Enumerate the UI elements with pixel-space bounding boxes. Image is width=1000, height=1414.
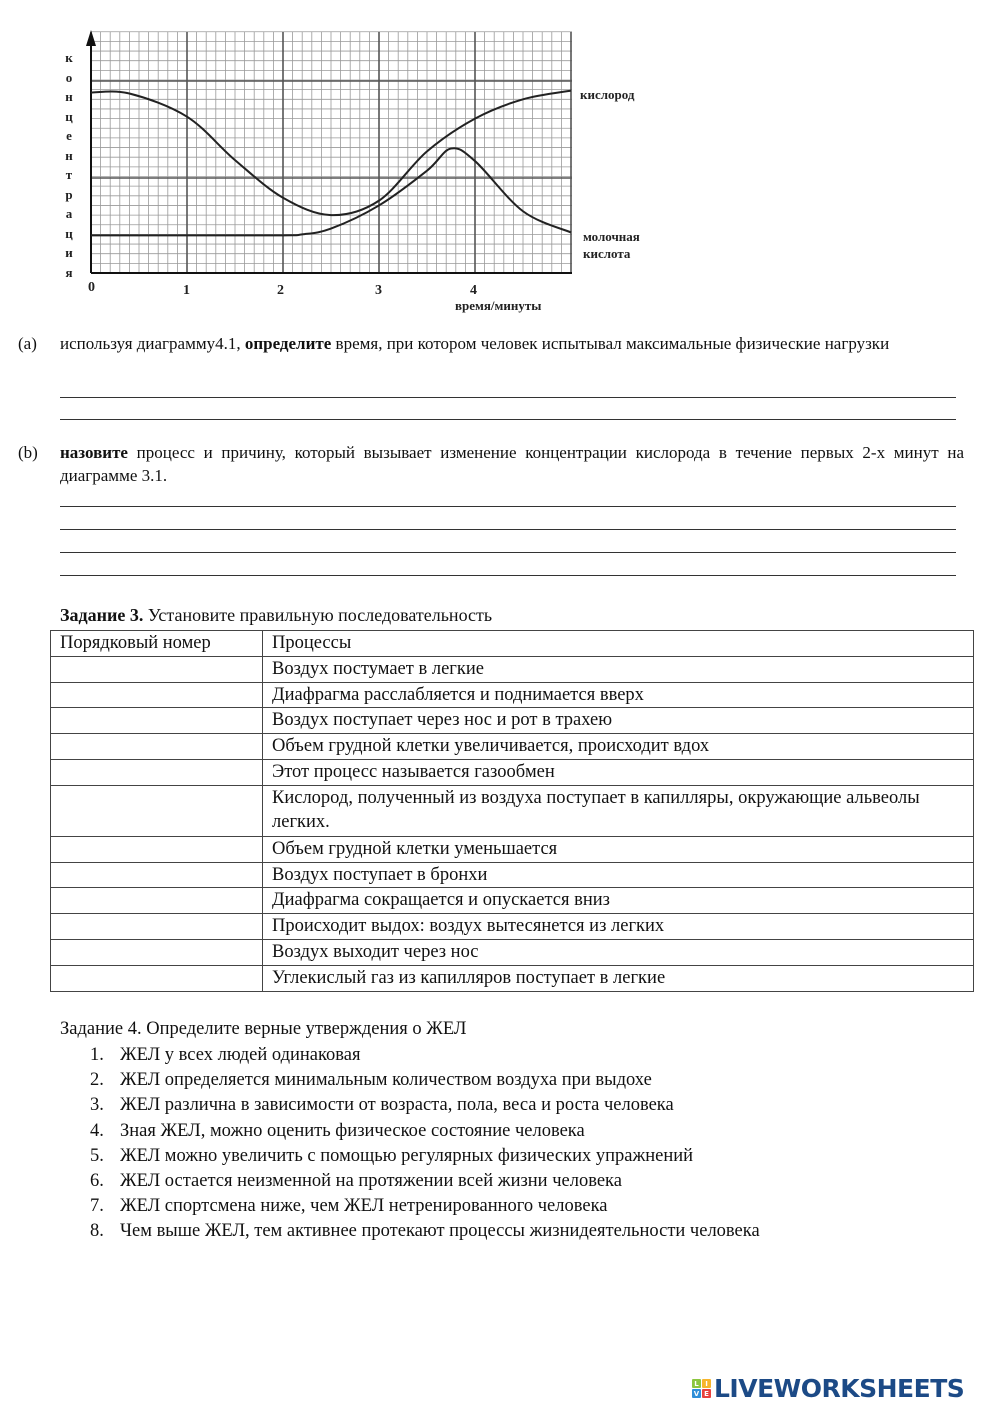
question-b-letter: (b) xyxy=(18,443,38,462)
process-cell: Углекислый газ из капилляров поступает в легкие xyxy=(263,965,974,991)
question-b-keyword: назовите xyxy=(60,443,128,462)
answer-line-a1[interactable] xyxy=(60,397,956,398)
header-processes: Процессы xyxy=(263,631,974,657)
list-item xyxy=(90,1144,760,1169)
list-item-text: ЖЕЛ остается неизменной на протяжении всей жизни человека xyxy=(120,1170,622,1191)
answer-line-a2[interactable] xyxy=(60,419,956,420)
list-item-number: 4. xyxy=(90,1120,104,1141)
y-axis-label-letter: е xyxy=(66,128,72,143)
table-row xyxy=(51,759,974,785)
list-item-number: 3. xyxy=(90,1095,104,1116)
list-item xyxy=(90,1093,760,1118)
y-axis-label-letter: я xyxy=(65,264,73,280)
table-row xyxy=(51,708,974,734)
x-tick-0: 0 xyxy=(88,280,95,295)
table-row xyxy=(51,656,974,682)
list-item-text: ЖЕЛ можно увеличить с помощью регулярных физических упражнений xyxy=(120,1145,694,1166)
x-tick-4: 4 xyxy=(470,283,477,298)
process-cell: Воздух выходит через нос xyxy=(263,939,974,965)
logo-tile: I xyxy=(702,1379,711,1388)
y-axis-label-letter: ц xyxy=(65,108,73,124)
process-cell: Воздух постумает в легкие xyxy=(263,656,974,682)
order-number-cell[interactable] xyxy=(51,965,263,991)
answer-line-b4[interactable] xyxy=(60,575,956,576)
y-axis-label-letter: н xyxy=(65,147,73,163)
lactic-acid-label-line1: молочная xyxy=(583,229,640,244)
table-row xyxy=(51,785,974,836)
x-axis-label: время/минуты xyxy=(455,298,542,313)
table-row xyxy=(51,734,974,760)
list-item xyxy=(90,1194,760,1219)
y-axis-label xyxy=(60,48,78,282)
list-item-number: 2. xyxy=(90,1070,104,1091)
chart-grid-major xyxy=(91,32,572,273)
list-item-text: ЖЕЛ различна в зависимости от возраста, пола, веса и роста человека xyxy=(120,1095,674,1116)
list-item-number: 8. xyxy=(90,1221,104,1242)
question-b xyxy=(18,441,964,487)
y-axis-label-letter: ц xyxy=(65,225,73,241)
process-cell: Диафрагма расслабляется и поднимается вверх xyxy=(263,682,974,708)
table-row xyxy=(51,862,974,888)
x-tick-2: 2 xyxy=(277,283,284,298)
y-axis-arrow-icon xyxy=(86,30,96,46)
oxygen-label: кислород xyxy=(580,87,635,102)
concentration-chart xyxy=(0,0,700,320)
question-a-keyword: определите xyxy=(244,334,332,353)
table-row xyxy=(51,682,974,708)
logo-text: LIVEWORKSHEETS xyxy=(714,1374,965,1403)
answer-line-b2[interactable] xyxy=(60,529,956,530)
order-number-cell[interactable] xyxy=(51,888,263,914)
list-item xyxy=(90,1043,760,1068)
live-tiles-icon xyxy=(692,1379,711,1398)
list-item xyxy=(90,1068,760,1093)
list-item-text: ЖЕЛ спортсмена ниже, чем ЖЕЛ нетренированного человека xyxy=(120,1196,608,1217)
process-cell: Воздух поступает в бронхи xyxy=(263,862,974,888)
task3-title: Задание 3. Установите правильную последовательность xyxy=(60,605,493,625)
order-number-cell[interactable] xyxy=(51,656,263,682)
list-item xyxy=(90,1219,760,1244)
process-cell: Кислород, полученный из воздуха поступает в капилляры, окружающие альвеолы легких. xyxy=(263,785,974,836)
answer-line-b1[interactable] xyxy=(60,506,956,507)
order-number-cell[interactable] xyxy=(51,708,263,734)
logo-tile: L xyxy=(692,1379,701,1388)
y-axis-label-letter: и xyxy=(65,245,73,260)
lactic-acid-label-line2: кислота xyxy=(583,246,631,261)
y-axis-label-letter: к xyxy=(65,50,73,65)
task4-title: Задание 4. Определите верные утверждения о ЖЕЛ xyxy=(60,1019,467,1039)
question-a-letter: (a) xyxy=(18,334,37,353)
process-cell: Объем грудной клетки увеличивается, происходит вдох xyxy=(263,734,974,760)
table-row xyxy=(51,939,974,965)
list-item-number: 1. xyxy=(90,1045,104,1065)
table-row xyxy=(51,888,974,914)
answer-line-b3[interactable] xyxy=(60,552,956,553)
y-axis-label-letter: а xyxy=(65,206,73,221)
order-number-cell[interactable] xyxy=(51,682,263,708)
y-axis-label-letter: т xyxy=(65,167,73,182)
process-cell: Воздух поступает через нос и рот в трахею xyxy=(263,708,974,734)
process-cell: Этот процесс называется газообмен xyxy=(263,759,974,785)
list-item-text: ЖЕЛ определяется минимальным количеством воздуха при выдохе xyxy=(120,1070,652,1091)
y-axis-label-letter: о xyxy=(65,69,73,85)
list-item-text: Чем выше ЖЕЛ, тем активнее протекают процессы жизнидеятельности человека xyxy=(120,1221,760,1242)
header-order-number: Порядковый номер xyxy=(51,631,263,657)
list-item-text: ЖЕЛ у всех людей одинаковая xyxy=(120,1045,361,1065)
table-row xyxy=(51,914,974,940)
list-item-number: 5. xyxy=(90,1145,104,1166)
table-row xyxy=(51,836,974,862)
list-item-text: Зная ЖЕЛ, можно оценить физическое состояние человека xyxy=(120,1120,585,1141)
chart-grid-minor xyxy=(91,32,572,273)
x-tick-3: 3 xyxy=(375,283,382,298)
order-number-cell[interactable] xyxy=(51,862,263,888)
logo-tile: E xyxy=(702,1389,711,1398)
chart-svg xyxy=(0,0,700,320)
order-number-cell[interactable] xyxy=(51,785,263,836)
order-number-cell[interactable] xyxy=(51,914,263,940)
order-number-cell[interactable] xyxy=(51,836,263,862)
order-number-cell[interactable] xyxy=(51,939,263,965)
order-number-cell[interactable] xyxy=(51,759,263,785)
y-axis-label-letter: н xyxy=(65,89,73,104)
list-item xyxy=(90,1169,760,1194)
sequence-table xyxy=(50,630,974,992)
table-row xyxy=(51,965,974,991)
order-number-cell[interactable] xyxy=(51,734,263,760)
question-a-text: используя диаграмму4.1, определите время, при котором человек испытывал максимальные физические нагрузки xyxy=(60,334,890,353)
question-b-text: назовите процесс и причину, который вызывает изменение концентрации кислорода в течение первых 2-х минут на диаграмме 3.1. xyxy=(60,443,964,485)
x-tick-1: 1 xyxy=(183,283,190,298)
question-a xyxy=(18,332,964,355)
y-axis-label-letter: р xyxy=(65,186,73,202)
table-header-row xyxy=(51,631,974,657)
statements-list xyxy=(90,1043,760,1245)
process-cell: Объем грудной клетки уменьшается xyxy=(263,836,974,862)
list-item xyxy=(90,1119,760,1144)
list-item-number: 7. xyxy=(90,1196,104,1217)
logo-tile: V xyxy=(693,1389,700,1398)
list-item-number: 6. xyxy=(90,1170,104,1191)
process-cell: Происходит выдох: воздух вытесянется из легких xyxy=(263,914,974,940)
liveworksheets-logo[interactable] xyxy=(692,1374,964,1403)
process-cell: Диафрагма сокращается и опускается вниз xyxy=(263,888,974,914)
